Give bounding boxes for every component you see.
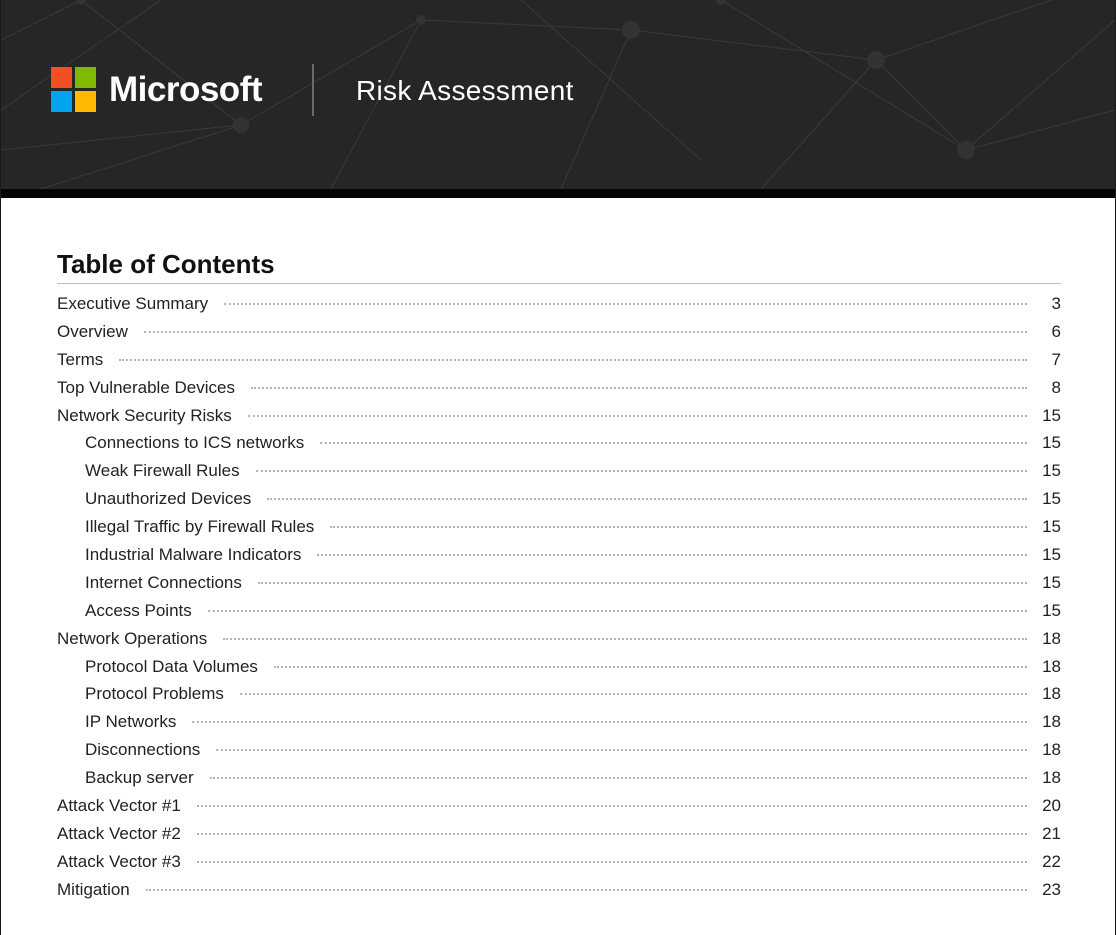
toc-entry-label: Mitigation [57,879,130,899]
toc-dot-leader [197,861,1027,863]
toc-dot-leader [192,721,1027,723]
toc-entry-label: Industrial Malware Indicators [85,545,302,565]
toc-entry[interactable] [57,712,1061,740]
toc-page-number: 15 [1042,405,1061,425]
toc-page-number: 15 [1042,545,1061,565]
toc-entry[interactable] [57,601,1061,629]
toc-entry-label: Executive Summary [57,294,209,313]
toc-entry-label: Unauthorized Devices [85,489,252,509]
toc-dot-leader [223,638,1027,640]
toc-page-number: 15 [1042,433,1061,453]
toc-dot-leader [258,582,1027,584]
toc-page-number: 18 [1042,712,1061,732]
toc-dot-leader [240,693,1027,695]
toc-entry[interactable] [57,350,1061,378]
toc-list [57,294,1061,908]
toc-entry-label: Attack Vector #2 [57,823,181,843]
toc-entry[interactable] [57,796,1061,824]
toc-page-number: 8 [1051,377,1061,397]
toc-entry-label: Disconnections [85,740,201,760]
toc-entry-label: Access Points [85,600,192,620]
report-header [1,0,1115,189]
toc-entry[interactable] [57,824,1061,852]
toc-entry[interactable] [57,880,1061,908]
toc-dot-leader [197,833,1027,835]
logo-blue-square [51,91,72,112]
toc-dot-leader [197,805,1027,807]
toc-entry[interactable] [57,294,1061,322]
toc-entry[interactable] [57,489,1061,517]
toc-entry[interactable] [57,461,1061,489]
toc-entry-label: Backup server [85,768,194,788]
toc-entry[interactable] [57,684,1061,712]
toc-entry-label: Internet Connections [85,572,242,592]
toc-dot-leader [210,777,1027,779]
toc-entry-label: Network Security Risks [57,405,232,425]
toc-entry-label: Weak Firewall Rules [85,461,240,481]
toc-dot-leader [216,749,1027,751]
logo-yellow-square [75,91,96,112]
toc-entry-label: IP Networks [85,712,177,732]
toc-dot-leader [256,470,1027,472]
toc-dot-leader [119,359,1027,361]
toc-dot-leader [248,415,1027,417]
toc-page-number: 7 [1051,349,1061,369]
toc-page-number: 23 [1042,879,1061,899]
toc-entry-label: Protocol Problems [85,684,224,704]
toc-page-number: 18 [1042,740,1061,760]
toc-dot-leader [267,498,1027,500]
toc-dot-leader [224,303,1027,305]
toc-page-number: 18 [1042,628,1061,648]
toc-entry-label: Terms [57,349,104,369]
microsoft-windows-icon [51,67,96,112]
toc-entry[interactable] [57,852,1061,880]
toc-entry-label: Top Vulnerable Devices [57,377,235,397]
toc-entry[interactable] [57,768,1061,796]
toc-entry-label: Attack Vector #1 [57,796,181,816]
toc-entry[interactable] [57,657,1061,685]
toc-entry-label: Connections to ICS networks [85,433,305,453]
toc-page-number: 15 [1042,572,1061,592]
toc-dot-leader [320,442,1027,444]
toc-entry[interactable] [57,545,1061,573]
microsoft-logo [51,67,262,112]
toc-page-number: 3 [1051,294,1061,313]
toc-entry-label: Overview [57,321,128,341]
toc-page-number: 15 [1042,489,1061,509]
toc-entry-label: Network Operations [57,628,208,648]
toc-heading: Table of Contents [57,247,1061,284]
toc-entry-label: Attack Vector #3 [57,851,181,871]
document-title: Risk Assessment [356,75,574,106]
toc-page-number: 21 [1042,823,1061,843]
toc-dot-leader [208,610,1027,612]
toc-entry[interactable] [57,517,1061,545]
toc-page-number: 20 [1042,796,1061,816]
toc-dot-leader [144,331,1027,333]
header-bottom-bar [1,189,1115,198]
toc-dot-leader [317,554,1027,556]
toc-page-number: 15 [1042,600,1061,620]
toc-page-number: 22 [1042,851,1061,871]
toc-page-number: 18 [1042,656,1061,676]
toc-entry[interactable] [57,740,1061,768]
toc-entry[interactable] [57,406,1061,434]
toc-entry[interactable] [57,629,1061,657]
toc-dot-leader [251,387,1027,389]
toc-entry[interactable] [57,322,1061,350]
header-divider [312,64,314,116]
toc-entry-label: Protocol Data Volumes [85,656,258,676]
toc-page-number: 18 [1042,768,1061,788]
toc-page-number: 18 [1042,684,1061,704]
toc-entry-label: Illegal Traffic by Firewall Rules [85,517,315,537]
toc-dot-leader [146,889,1027,891]
toc-page-number: 15 [1042,517,1061,537]
toc-page-number: 6 [1051,321,1061,341]
toc-entry[interactable] [57,573,1061,601]
logo-green-square [75,67,96,88]
toc-dot-leader [330,526,1027,528]
brand-name: Microsoft [109,70,262,109]
toc-entry[interactable] [57,433,1061,461]
toc-dot-leader [274,666,1027,668]
toc-entry[interactable] [57,378,1061,406]
logo-red-square [51,67,72,88]
toc-page-number: 15 [1042,461,1061,481]
